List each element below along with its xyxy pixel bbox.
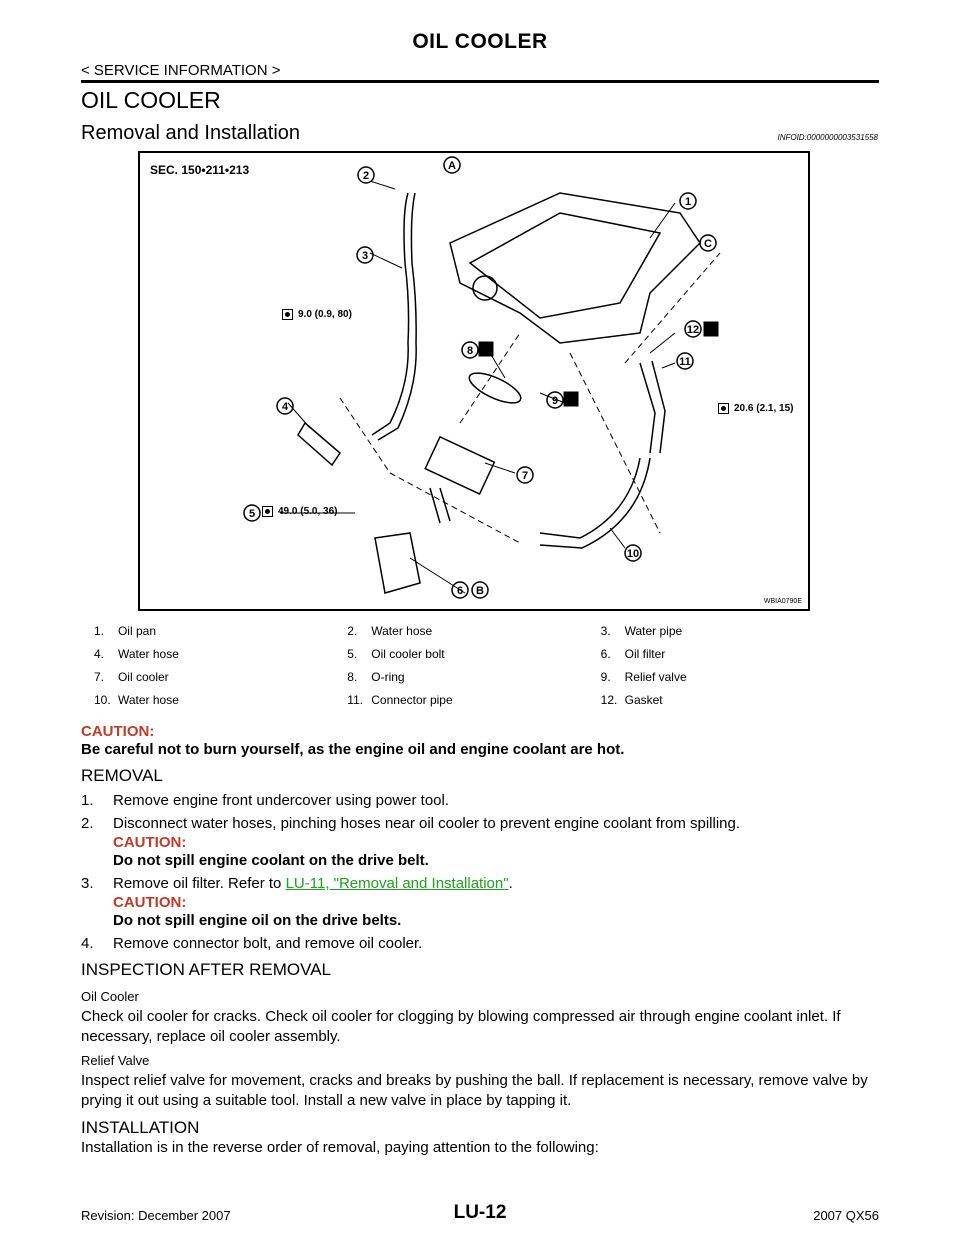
legend-row (94, 667, 854, 690)
callout-6: 6 (456, 585, 464, 597)
callout-9: 9 (551, 395, 559, 407)
torque-value: 20.6 (2.1, 15) (734, 403, 794, 414)
step-text: Remove oil filter. Refer to (113, 875, 286, 892)
step-text: Remove engine front undercover using power tool. (113, 792, 450, 809)
callout-c: C (704, 238, 712, 250)
legend-label: Connector pipe (371, 693, 453, 707)
legend-number: 11. (347, 693, 364, 707)
callout-2: 2 (362, 170, 370, 182)
callout-1: 1 (684, 196, 692, 208)
legend-label: Gasket (624, 693, 663, 707)
header-divider (81, 80, 879, 83)
step-2-caution-text: Do not spill engine coolant on the drive belt. (113, 852, 429, 869)
info-id: INFOID:0000000003531558 (777, 133, 878, 142)
torque-value: 9.0 (0.9, 80) (298, 309, 352, 320)
caution-label: CAUTION: (81, 723, 155, 740)
callout-10: 10 (626, 548, 640, 560)
oil-filter-drawing (375, 533, 420, 593)
legend-row (94, 690, 854, 713)
reference-link[interactable]: LU-11, "Removal and Installation" (285, 875, 509, 892)
removal-heading: REMOVAL (81, 766, 163, 785)
torque-spec-1 (282, 309, 352, 320)
callout-markers (244, 157, 716, 598)
step-number: 1. (81, 792, 94, 809)
revision-date: Revision: December 2007 (81, 1208, 231, 1223)
oil-cooler-drawing (425, 437, 494, 494)
callout-11: 11 (679, 356, 691, 368)
page-header-title: OIL COOLER (412, 30, 548, 53)
torque-spec-3 (262, 506, 337, 517)
step-3-caution-label: CAUTION: (113, 894, 187, 911)
callout-12: 12 (686, 324, 700, 336)
legend-number: 6. (600, 647, 611, 661)
oil-cooler-diagram (140, 153, 808, 609)
legend-label: Water hose (117, 647, 179, 661)
relief-valve-subheading: Relief Valve (81, 1053, 150, 1068)
step-3-caution-text: Do not spill engine oil on the drive belts. (113, 912, 402, 929)
step-text: Remove connector bolt, and remove oil cooler. (113, 935, 423, 952)
exploded-view-figure (138, 151, 810, 611)
removal-step-4 (81, 934, 879, 953)
legend-number: 12. (600, 693, 618, 707)
legend-label: Oil cooler (117, 670, 169, 684)
legend-number: 4. (94, 647, 105, 661)
legend-label: O-ring (371, 670, 405, 684)
water-pipe-drawing (372, 193, 409, 435)
caution-text: Be careful not to burn yourself, as the engine oil and engine coolant are hot. (81, 741, 625, 758)
vehicle-model: 2007 QX56 (813, 1208, 879, 1223)
breadcrumb: < SERVICE INFORMATION > (81, 62, 281, 79)
step-text-end: . (508, 875, 513, 892)
callout-3: 3 (361, 250, 369, 262)
step-2-caution-label: CAUTION: (113, 834, 187, 851)
step-text: Disconnect water hoses, pinching hoses near oil cooler to prevent engine coolant from spilling. (113, 815, 741, 832)
subsection-title: Removal and Installation (81, 122, 301, 144)
removal-step-1 (81, 791, 879, 810)
legend-number: 9. (600, 670, 611, 684)
legend-label: Oil cooler bolt (371, 647, 445, 661)
section-title: OIL COOLER (81, 87, 221, 113)
installation-paragraph: Installation is in the reverse order of removal, paying attention to the following: (81, 1139, 599, 1156)
torque-value: 49.0 (5.0, 36) (278, 506, 338, 517)
oil-cooler-paragraph: Check oil cooler for cracks. Check oil cooler for clogging by blowing compressed air through engine coolant inlet. If necessary, replace oil cooler assembly. (81, 1008, 841, 1045)
callout-a: A (448, 160, 456, 172)
removal-step-2 (81, 814, 879, 833)
legend-label: Oil pan (117, 624, 156, 638)
installation-heading: INSTALLATION (81, 1118, 200, 1137)
section-reference: SEC. 150•211•213 (150, 163, 250, 177)
legend-number: 7. (94, 670, 105, 684)
removal-step-3 (81, 874, 879, 893)
callout-7: 7 (521, 470, 529, 482)
legend-number: 2. (347, 624, 358, 638)
torque-wrench-icon (262, 506, 273, 517)
page-number: LU-12 (453, 1202, 507, 1223)
callout-5: 5 (248, 508, 256, 520)
legend-number: 1. (94, 624, 105, 638)
callout-b: B (476, 585, 484, 597)
parts-legend (94, 621, 854, 713)
legend-label: Water pipe (624, 624, 683, 638)
torque-wrench-icon (718, 403, 729, 414)
callout-8: 8 (466, 345, 474, 357)
figure-code: WBIA0790E (763, 598, 802, 605)
o-ring-drawing (465, 367, 524, 409)
relief-valve-paragraph: Inspect relief valve for movement, cracks and breaks by pushing the ball. If replacement is necessary, remove valve by prying it out using a suitable tool. Install a new valve in place by tapping it. (81, 1072, 868, 1109)
legend-number: 5. (347, 647, 358, 661)
water-hose-drawing (540, 458, 640, 538)
legend-label: Water hose (371, 624, 433, 638)
legend-number: 10. (94, 693, 111, 707)
step-number: 2. (81, 815, 94, 832)
legend-label: Water hose (117, 693, 179, 707)
legend-number: 3. (600, 624, 611, 638)
step-number: 3. (81, 875, 94, 892)
torque-spec-2 (718, 403, 793, 414)
inspection-heading: INSPECTION AFTER REMOVAL (81, 960, 332, 979)
legend-label: Oil filter (624, 647, 666, 661)
legend-row (94, 644, 854, 667)
legend-label: Relief valve (624, 670, 687, 684)
callout-4: 4 (281, 401, 289, 413)
legend-row (94, 621, 854, 644)
oil-cooler-subheading: Oil Cooler (81, 989, 139, 1004)
step-number: 4. (81, 935, 94, 952)
legend-number: 8. (347, 670, 358, 684)
torque-wrench-icon (282, 309, 293, 320)
